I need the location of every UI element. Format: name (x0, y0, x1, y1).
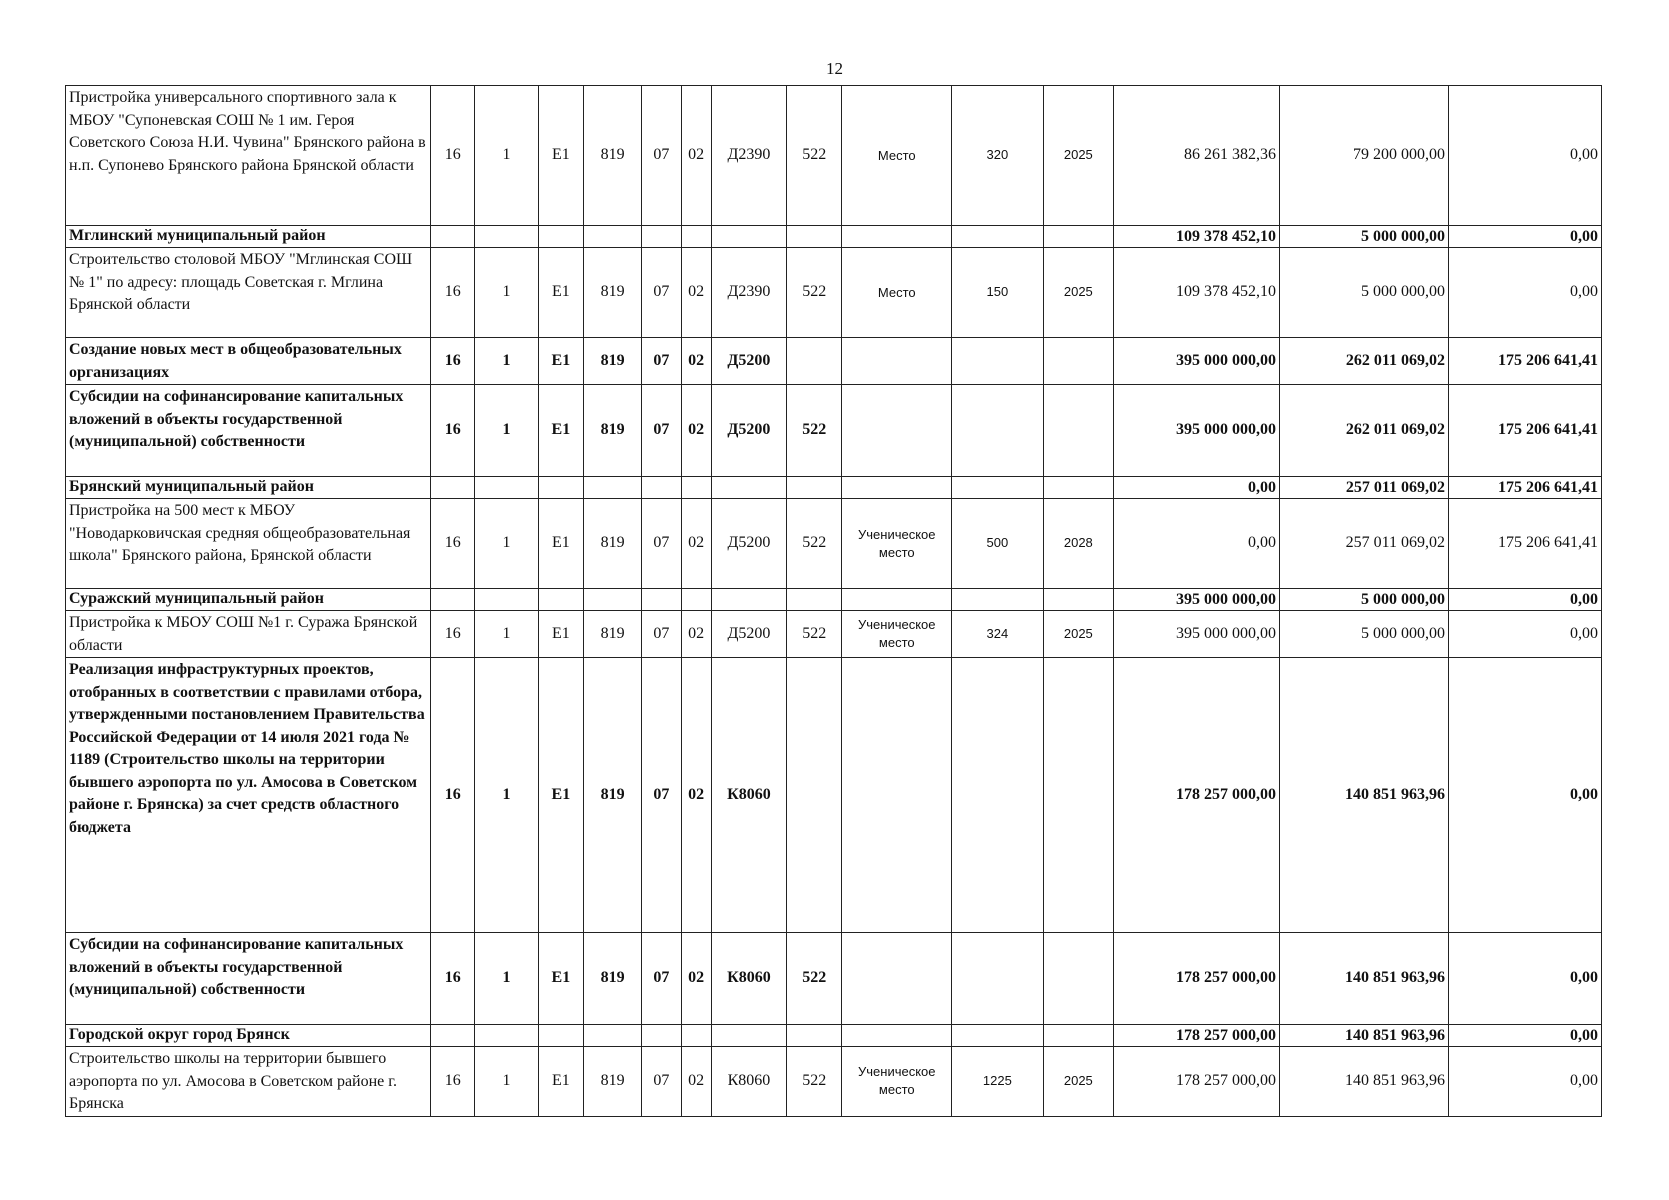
cell-c6: 02 (681, 658, 711, 933)
cell-c4: 819 (583, 338, 641, 385)
cell-year: 2025 (1043, 611, 1113, 658)
cell-capacity: 320 (952, 86, 1044, 226)
cell-year (1043, 338, 1113, 385)
cell-c1: 16 (431, 658, 475, 933)
cell-v1: 178 257 000,00 (1114, 1025, 1280, 1047)
cell-c2 (475, 1025, 538, 1047)
cell-capacity: 500 (952, 499, 1044, 589)
cell-c8 (787, 226, 842, 248)
cell-c2: 1 (475, 385, 538, 477)
cell-c2: 1 (475, 86, 538, 226)
cell-unit (842, 477, 952, 499)
section-row (66, 658, 1602, 933)
cell-year (1043, 1025, 1113, 1047)
cell-c6: 02 (681, 385, 711, 477)
cell-c6: 02 (681, 933, 711, 1025)
cell-c4: 819 (583, 611, 641, 658)
cell-c3: Е1 (538, 1047, 583, 1117)
section-row (66, 933, 1602, 1025)
cell-c5 (642, 589, 681, 611)
table-row (66, 1047, 1602, 1117)
cell-year (1043, 589, 1113, 611)
cell-v1: 395 000 000,00 (1114, 589, 1280, 611)
cell-v1: 109 378 452,10 (1114, 248, 1280, 338)
cell-c5 (642, 1025, 681, 1047)
cell-c1: 16 (431, 611, 475, 658)
cell-c4: 819 (583, 1047, 641, 1117)
cell-unit (842, 933, 952, 1025)
cell-c1 (431, 1025, 475, 1047)
cell-name: Мглинский муниципальный район (66, 226, 431, 248)
cell-c4: 819 (583, 248, 641, 338)
cell-c5 (642, 226, 681, 248)
cell-capacity (952, 933, 1044, 1025)
cell-c3: Е1 (538, 933, 583, 1025)
cell-c8 (787, 338, 842, 385)
cell-v1: 395 000 000,00 (1114, 385, 1280, 477)
cell-v3: 175 206 641,41 (1448, 385, 1601, 477)
cell-name: Пристройка универсального спортивного зала к МБОУ "Супоневская СОШ № 1 им. Героя Советского Союза Н.И. Чувина" Брянского района в н.п. Супонево Брянского района Брянской области (66, 86, 431, 226)
cell-c1 (431, 226, 475, 248)
cell-year (1043, 226, 1113, 248)
cell-capacity (952, 226, 1044, 248)
table-row (66, 248, 1602, 338)
cell-c3: Е1 (538, 499, 583, 589)
cell-c4: 819 (583, 86, 641, 226)
cell-c1: 16 (431, 499, 475, 589)
cell-v3: 175 206 641,41 (1448, 477, 1601, 499)
cell-c4 (583, 477, 641, 499)
cell-c2: 1 (475, 611, 538, 658)
cell-v2: 5 000 000,00 (1280, 589, 1449, 611)
cell-c7 (711, 226, 786, 248)
cell-c8: 522 (787, 86, 842, 226)
section-row (66, 338, 1602, 385)
cell-c1: 16 (431, 1047, 475, 1117)
cell-year: 2028 (1043, 499, 1113, 589)
cell-c7: К8060 (711, 933, 786, 1025)
cell-name: Субсидии на софинансирование капитальных вложений в объекты государственной (муниципальной) собственности (66, 933, 431, 1025)
cell-v1: 86 261 382,36 (1114, 86, 1280, 226)
cell-name: Создание новых мест в общеобразовательных организациях (66, 338, 431, 385)
cell-c1: 16 (431, 338, 475, 385)
district-row (66, 1025, 1602, 1047)
cell-c2: 1 (475, 499, 538, 589)
cell-c7: Д5200 (711, 338, 786, 385)
cell-c4: 819 (583, 499, 641, 589)
cell-c6: 02 (681, 499, 711, 589)
cell-c8: 522 (787, 385, 842, 477)
cell-v2: 5 000 000,00 (1280, 226, 1449, 248)
cell-capacity: 324 (952, 611, 1044, 658)
cell-unit (842, 338, 952, 385)
cell-c2: 1 (475, 658, 538, 933)
cell-c8: 522 (787, 1047, 842, 1117)
cell-v1: 395 000 000,00 (1114, 611, 1280, 658)
cell-unit: Ученическое место (842, 499, 952, 589)
cell-year (1043, 477, 1113, 499)
cell-c1: 16 (431, 248, 475, 338)
cell-c4 (583, 589, 641, 611)
cell-name: Городской округ город Брянск (66, 1025, 431, 1047)
cell-capacity: 1225 (952, 1047, 1044, 1117)
cell-c5: 07 (642, 338, 681, 385)
table-row (66, 86, 1602, 226)
cell-c6: 02 (681, 1047, 711, 1117)
cell-c4: 819 (583, 658, 641, 933)
cell-c1: 16 (431, 385, 475, 477)
cell-v2: 79 200 000,00 (1280, 86, 1449, 226)
cell-c8 (787, 477, 842, 499)
cell-c1 (431, 589, 475, 611)
cell-capacity (952, 338, 1044, 385)
cell-v3: 0,00 (1448, 589, 1601, 611)
cell-v2: 140 851 963,96 (1280, 658, 1449, 933)
cell-c7 (711, 477, 786, 499)
cell-unit (842, 658, 952, 933)
cell-c3 (538, 226, 583, 248)
cell-year: 2025 (1043, 86, 1113, 226)
cell-c5: 07 (642, 86, 681, 226)
cell-v2: 140 851 963,96 (1280, 933, 1449, 1025)
cell-capacity (952, 589, 1044, 611)
district-row (66, 226, 1602, 248)
cell-c4: 819 (583, 385, 641, 477)
cell-unit: Ученическое место (842, 1047, 952, 1117)
cell-capacity: 150 (952, 248, 1044, 338)
cell-c6 (681, 477, 711, 499)
cell-c6 (681, 226, 711, 248)
cell-c6 (681, 589, 711, 611)
cell-name: Реализация инфраструктурных проектов, отобранных в соответствии с правилами отбора, утвержденными постановлением Правительства Российской Федерации от 14 июля 2021 года № 1189 (Строительство школы на территории бывшего аэропорта по ул. Амосова в Советском районе г. Брянска) за счет средств областного бюджета (66, 658, 431, 933)
cell-c2: 1 (475, 1047, 538, 1117)
cell-v2: 5 000 000,00 (1280, 611, 1449, 658)
cell-v3: 175 206 641,41 (1448, 338, 1601, 385)
cell-c3 (538, 477, 583, 499)
cell-c3: Е1 (538, 248, 583, 338)
cell-c6: 02 (681, 338, 711, 385)
cell-c2: 1 (475, 933, 538, 1025)
cell-c2 (475, 477, 538, 499)
cell-v2: 262 011 069,02 (1280, 385, 1449, 477)
cell-v3: 0,00 (1448, 226, 1601, 248)
cell-v3: 0,00 (1448, 933, 1601, 1025)
cell-c7: Д5200 (711, 499, 786, 589)
cell-c8: 522 (787, 499, 842, 589)
cell-v3: 0,00 (1448, 611, 1601, 658)
cell-year (1043, 385, 1113, 477)
cell-c5: 07 (642, 1047, 681, 1117)
cell-c1: 16 (431, 86, 475, 226)
cell-v2: 262 011 069,02 (1280, 338, 1449, 385)
cell-c6: 02 (681, 611, 711, 658)
cell-c6 (681, 1025, 711, 1047)
cell-v1: 0,00 (1114, 477, 1280, 499)
cell-c2: 1 (475, 248, 538, 338)
cell-v3: 0,00 (1448, 86, 1601, 226)
cell-v2: 257 011 069,02 (1280, 499, 1449, 589)
cell-c4 (583, 226, 641, 248)
cell-c3: Е1 (538, 658, 583, 933)
cell-v3: 0,00 (1448, 1025, 1601, 1047)
cell-c8 (787, 589, 842, 611)
cell-name: Брянский муниципальный район (66, 477, 431, 499)
cell-c6: 02 (681, 248, 711, 338)
cell-c3: Е1 (538, 611, 583, 658)
budget-table (65, 85, 1602, 1117)
cell-c8 (787, 1025, 842, 1047)
cell-capacity (952, 477, 1044, 499)
cell-capacity (952, 385, 1044, 477)
cell-v1: 0,00 (1114, 499, 1280, 589)
table-row (66, 611, 1602, 658)
cell-c5: 07 (642, 611, 681, 658)
cell-name: Суражский муниципальный район (66, 589, 431, 611)
cell-c7: Д2390 (711, 248, 786, 338)
cell-capacity (952, 1025, 1044, 1047)
cell-c8: 522 (787, 248, 842, 338)
cell-v2: 5 000 000,00 (1280, 248, 1449, 338)
cell-c4 (583, 1025, 641, 1047)
cell-c7: Д2390 (711, 86, 786, 226)
cell-c1: 16 (431, 933, 475, 1025)
cell-year: 2025 (1043, 1047, 1113, 1117)
cell-c3: Е1 (538, 338, 583, 385)
cell-c5 (642, 477, 681, 499)
cell-v2: 140 851 963,96 (1280, 1047, 1449, 1117)
cell-v1: 178 257 000,00 (1114, 658, 1280, 933)
cell-c2: 1 (475, 338, 538, 385)
cell-v3: 175 206 641,41 (1448, 499, 1601, 589)
cell-year (1043, 658, 1113, 933)
cell-v2: 140 851 963,96 (1280, 1025, 1449, 1047)
cell-c7: Д5200 (711, 611, 786, 658)
cell-unit: Ученическое место (842, 611, 952, 658)
cell-v3: 0,00 (1448, 658, 1601, 933)
cell-c3: Е1 (538, 86, 583, 226)
cell-c7: К8060 (711, 1047, 786, 1117)
cell-unit (842, 385, 952, 477)
district-row (66, 589, 1602, 611)
cell-name: Строительство столовой МБОУ "Мглинская СОШ № 1" по адресу: площадь Советская г. Мглина Брянской области (66, 248, 431, 338)
cell-c5: 07 (642, 933, 681, 1025)
cell-unit: Место (842, 248, 952, 338)
cell-c5: 07 (642, 248, 681, 338)
cell-c7: К8060 (711, 658, 786, 933)
cell-c8: 522 (787, 933, 842, 1025)
cell-c5: 07 (642, 385, 681, 477)
cell-c3 (538, 589, 583, 611)
cell-c3 (538, 1025, 583, 1047)
cell-c8: 522 (787, 611, 842, 658)
section-row (66, 385, 1602, 477)
cell-name: Субсидии на софинансирование капитальных вложений в объекты государственной (муниципальной) собственности (66, 385, 431, 477)
cell-unit: Место (842, 86, 952, 226)
cell-v2: 257 011 069,02 (1280, 477, 1449, 499)
cell-v3: 0,00 (1448, 1047, 1601, 1117)
table-row (66, 499, 1602, 589)
page-number: 12 (826, 59, 843, 78)
cell-v1: 395 000 000,00 (1114, 338, 1280, 385)
cell-c5: 07 (642, 658, 681, 933)
cell-v1: 109 378 452,10 (1114, 226, 1280, 248)
cell-c7: Д5200 (711, 385, 786, 477)
cell-c6: 02 (681, 86, 711, 226)
cell-unit (842, 589, 952, 611)
cell-unit (842, 1025, 952, 1047)
cell-c3: Е1 (538, 385, 583, 477)
cell-name: Строительство школы на территории бывшего аэропорта по ул. Амосова в Советском районе г. Брянска (66, 1047, 431, 1117)
cell-v1: 178 257 000,00 (1114, 933, 1280, 1025)
cell-c2 (475, 226, 538, 248)
cell-year (1043, 933, 1113, 1025)
cell-v1: 178 257 000,00 (1114, 1047, 1280, 1117)
cell-c2 (475, 589, 538, 611)
district-row (66, 477, 1602, 499)
cell-name: Пристройка к МБОУ СОШ №1 г. Суража Брянской области (66, 611, 431, 658)
cell-c7 (711, 589, 786, 611)
cell-name: Пристройка на 500 мест к МБОУ "Новодарковичская средняя общеобразовательная школа" Брянского района, Брянской области (66, 499, 431, 589)
cell-c1 (431, 477, 475, 499)
cell-capacity (952, 658, 1044, 933)
cell-c5: 07 (642, 499, 681, 589)
cell-c7 (711, 1025, 786, 1047)
cell-c8 (787, 658, 842, 933)
cell-c4: 819 (583, 933, 641, 1025)
cell-year: 2025 (1043, 248, 1113, 338)
cell-v3: 0,00 (1448, 248, 1601, 338)
cell-unit (842, 226, 952, 248)
